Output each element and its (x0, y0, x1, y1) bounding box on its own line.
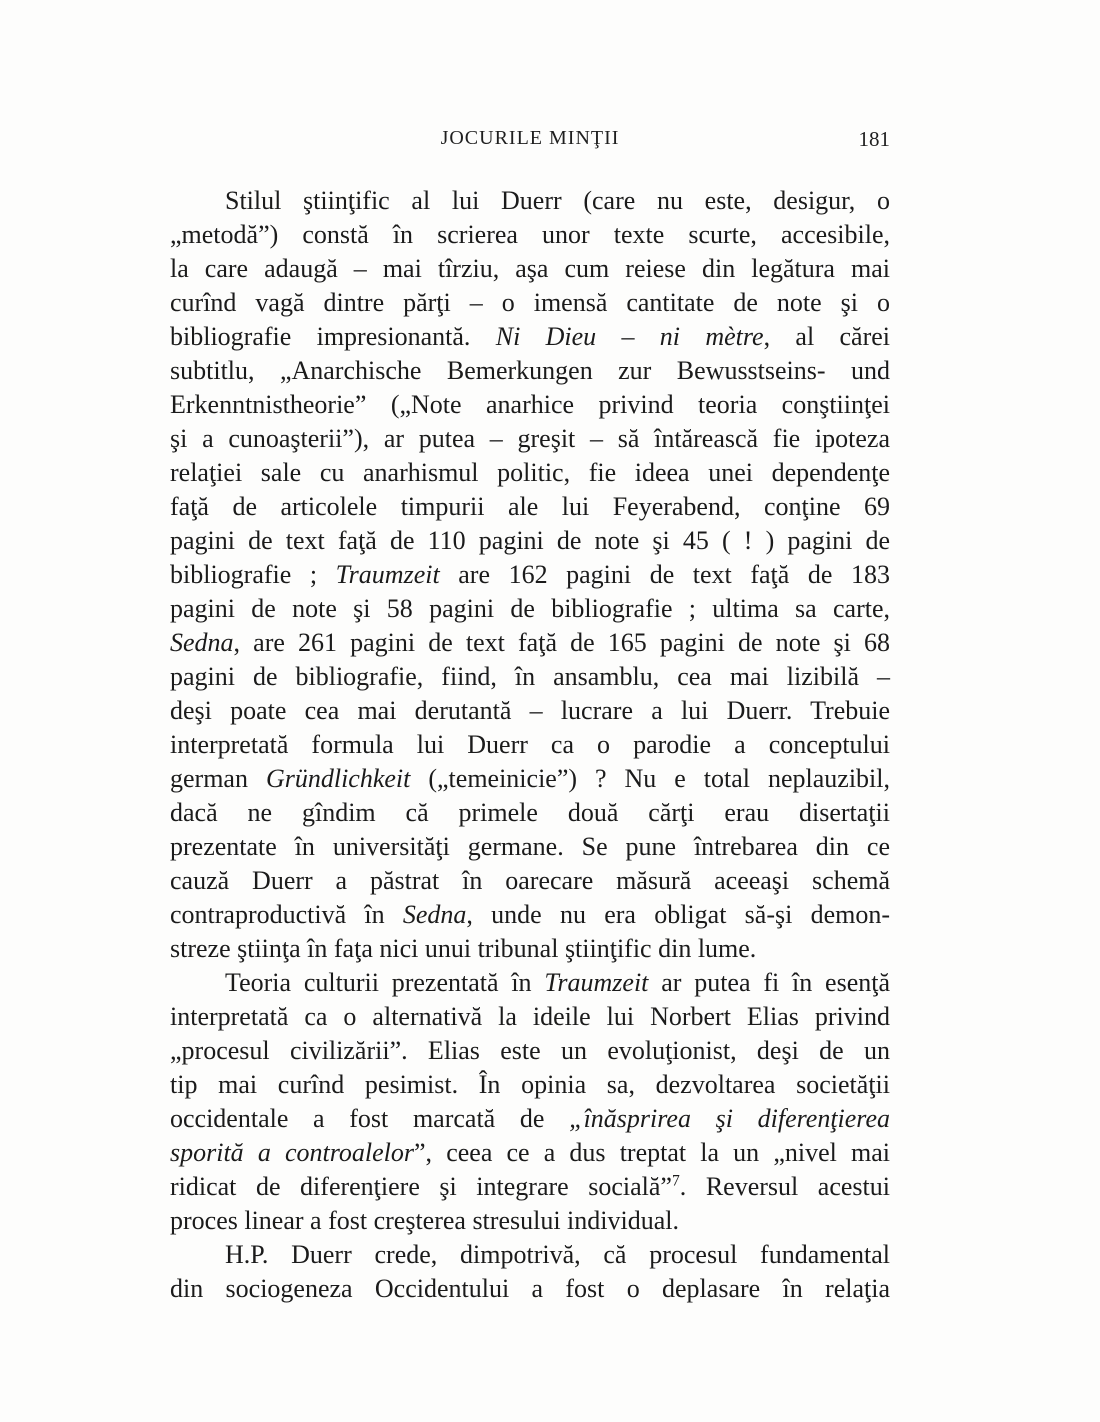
text-segment: pagini de note şi 58 pagini de bibliografie ; ultima sa carte, (170, 594, 890, 623)
text-line (170, 592, 890, 626)
text-line (170, 1136, 890, 1170)
text-line (170, 830, 890, 864)
text-segment: interpretată formula lui Duerr ca o parodie a conceptului (170, 730, 890, 759)
text-segment: interpretată ca o alternativă la ideile lui Norbert Elias privind (170, 1002, 890, 1031)
italic-text-segment: sporită a controalelor (170, 1138, 415, 1167)
text-segment: deşi poate cea mai derutantă – lucrare a lui Duerr. Trebuie (170, 696, 890, 725)
text-segment: tip mai curînd pesimist. În opinia sa, dezvoltarea societăţii (170, 1070, 890, 1099)
text-segment: din sociogeneza Occidentului a fost o deplasare în relaţia (170, 1274, 890, 1303)
italic-text-segment: Traumzeit (335, 560, 440, 589)
text-block (170, 184, 890, 1306)
text-segment: , are 261 pagini de text faţă de 165 pagini de note şi 68 (233, 628, 890, 657)
text-segment: dacă ne gîndim că primele două cărţi erau disertaţii (170, 798, 890, 827)
text-segment: faţă de articolele timpurii ale lui Feyerabend, conţine 69 (170, 492, 890, 521)
text-line (170, 558, 890, 592)
text-line (170, 728, 890, 762)
footnote-ref: 7 (671, 1172, 680, 1190)
text-line (170, 898, 890, 932)
text-segment: contraproductivă în (170, 900, 403, 929)
text-line (170, 864, 890, 898)
text-segment: „procesul civilizării”. Elias este un evoluţionist, deşi de un (170, 1036, 890, 1065)
text-line (170, 932, 890, 966)
text-segment: ”, ceea ce a dus treptat la un „nivel mai (414, 1138, 890, 1167)
italic-text-segment: Gründlichkeit (265, 764, 411, 793)
text-line (170, 490, 890, 524)
text-line (170, 1000, 890, 1034)
text-segment: H.P. Duerr crede, dimpotrivă, că procesul fundamental (225, 1240, 890, 1269)
text-segment: german (170, 764, 266, 793)
text-segment: Erkenntnistheorie” („Note anarhice privind teoria conştiinţei (170, 390, 890, 419)
italic-text-segment: „înăsprirea şi diferenţierea (569, 1104, 891, 1133)
text-line (170, 1068, 890, 1102)
text-segment: Stilul ştiinţific al lui Duerr (care nu este, desigur, o (225, 186, 890, 215)
text-segment: are 162 pagini de text faţă de 183 (439, 560, 890, 589)
page-number: 181 (858, 127, 890, 151)
text-segment: ar putea fi în esenţă (648, 968, 890, 997)
running-header (170, 127, 890, 153)
text-line (170, 320, 890, 354)
text-line (170, 1102, 890, 1136)
text-segment: subtitlu, „Anarchische Bemerkungen zur Bewusstseins- und (170, 356, 890, 385)
text-segment: „metodă”) constă în scrierea unor texte scurte, accesibile, (170, 220, 890, 249)
text-line (170, 184, 890, 218)
text-segment: . Reversul acestui (679, 1172, 890, 1201)
text-line (170, 354, 890, 388)
text-segment: bibliografie ; (170, 560, 336, 589)
text-segment: şi a cunoaşterii”), ar putea – greşit – să întărească fie ipoteza (170, 424, 890, 453)
text-segment: pagini de bibliografie, fiind, în ansamblu, cea mai lizibilă – (170, 662, 890, 691)
text-line (170, 286, 890, 320)
text-line (170, 1272, 890, 1306)
text-segment: proces linear a fost creşterea stresului individual. (170, 1206, 679, 1235)
text-line (170, 762, 890, 796)
text-line (170, 1238, 890, 1272)
text-segment: relaţiei sale cu anarhismul politic, fie ideea unei dependenţe (170, 458, 890, 487)
italic-text-segment: Ni Dieu – ni mètre (495, 322, 764, 351)
text-segment: curînd vagă dintre părţi – o imensă cantitate de note şi o (170, 288, 890, 317)
text-segment: Teoria culturii prezentată în (225, 968, 545, 997)
text-segment: occidentale a fost marcată de (170, 1104, 570, 1133)
text-segment: prezentate în universităţi germane. Se pune întrebarea din ce (170, 832, 890, 861)
text-segment: la care adaugă – mai tîrziu, aşa cum reiese din legătura mai (170, 254, 890, 283)
text-line (170, 422, 890, 456)
text-line (170, 1034, 890, 1068)
text-line (170, 660, 890, 694)
italic-text-segment: Sedna (402, 900, 467, 929)
text-line (170, 796, 890, 830)
italic-text-segment: Traumzeit (544, 968, 649, 997)
text-line (170, 456, 890, 490)
text-segment: ridicat de diferenţiere şi integrare socială” (170, 1172, 672, 1201)
text-line (170, 388, 890, 422)
text-line (170, 966, 890, 1000)
text-segment: pagini de text faţă de 110 pagini de note şi 45 ( ! ) pagini de (170, 526, 890, 555)
page-title: JOCURILE MINŢII (440, 127, 620, 149)
text-segment: , unde nu era obligat să-şi demon- (466, 900, 890, 929)
text-line (170, 694, 890, 728)
text-segment: bibliografie impresionantă. (170, 322, 496, 351)
text-segment: („temeinicie”) ? Nu e total neplauzibil, (410, 764, 890, 793)
text-line (170, 626, 890, 660)
italic-text-segment: Sedna (170, 628, 234, 657)
text-segment: , al cărei (763, 322, 891, 351)
text-segment: streze ştiinţa în faţa nici unui tribunal ştiinţific din lume. (170, 934, 757, 963)
text-line (170, 218, 890, 252)
text-line (170, 1204, 890, 1238)
text-line (170, 524, 890, 558)
text-segment: cauză Duerr a păstrat în oarecare măsură aceeaşi schemă (170, 866, 890, 895)
text-line (170, 252, 890, 286)
text-line (170, 1170, 890, 1204)
